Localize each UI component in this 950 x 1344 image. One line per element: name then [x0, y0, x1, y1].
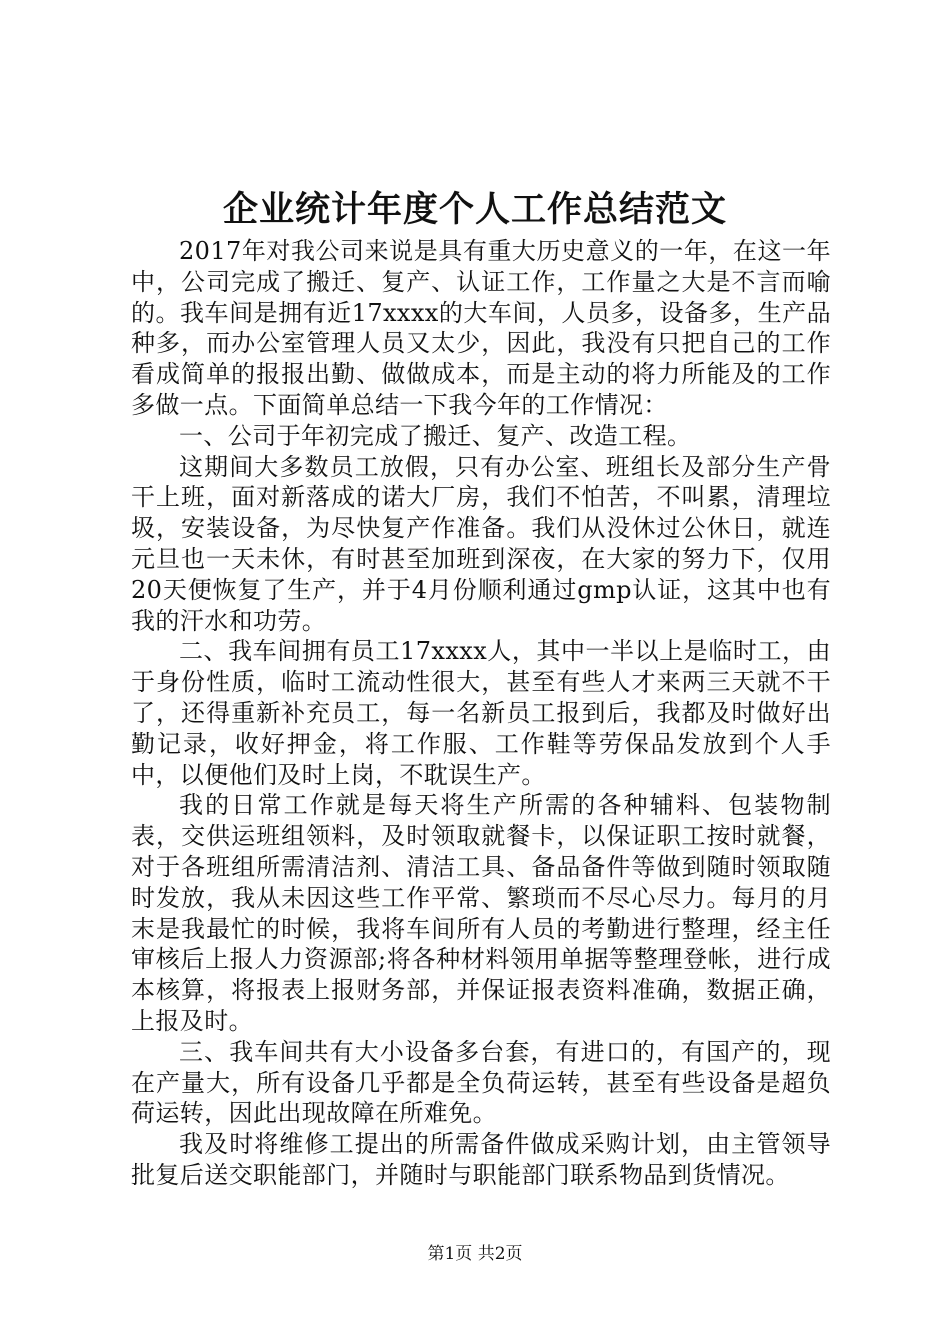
paragraph-maintenance: 我及时将维修工提出的所需备件做成采购计划，由主管领导批复后送交职能部门，并随时与职能部门联系物品到货情况。 — [131, 1130, 831, 1189]
paragraph-daily-work: 我的日常工作就是每天将生产所需的各种辅料、包装物制表，交供运班组领料，及时领取就餐卡，以保证职工按时就餐，对于各班组所需清洁剂、清洁工具、备品备件等做到随时领取随时发放，我从未因这些工作平常、繁琐而不尽心尽力。每月的月末是我最忙的时候，我将车间所有人员的考勤进行整理，经主任审核后上报人力资源部;将各种材料领用单据等整理登帐，进行成本核算，将报表上报财务部，并保证报表资料准确，数据正确，上报及时。 — [131, 791, 831, 1035]
document-title: 企业统计年度个人工作总结范文 — [222, 189, 727, 230]
paragraph-section-3: 三、我车间共有大小设备多台套，有进口的，有国产的，现在产量大，所有设备几乎都是全负荷运转，甚至有些设备是超负荷运转，因此出现故障在所难免。 — [131, 1037, 831, 1128]
page-footer: 第1页 共2页 — [427, 1244, 523, 1264]
paragraph-section-2: 二、我车间拥有员工17xxxx人，其中一半以上是临时工，由于身份性质，临时工流动性很大，甚至有些人才来两三天就不干了，还得重新补充员工，每一名新员工报到后，我都及时做好出勤记录，收好押金，将工作服、工作鞋等劳保品发放到个人手中，以便他们及时上岗，不耽误生产。 — [131, 637, 831, 789]
document-body — [131, 236, 831, 1191]
paragraph-intro: 2017年对我公司来说是具有重大历史意义的一年，在这一年中，公司完成了搬迁、复产、认证工作，工作量之大是不言而喻的。我车间是拥有近17xxxx的大车间，人员多，设备多，生产品种多，而办公室管理人员又太少，因此，我没有只把自己的工作看成简单的报报出勤、做做成本，而是主动的将力所能及的工作多做一点。下面简单总结一下我今年的工作情况： — [131, 237, 831, 419]
paragraph-section-1-body: 这期间大多数员工放假，只有办公室、班组长及部分生产骨干上班，面对新落成的诺大厂房，我们不怕苦，不叫累，清理垃圾，安装设备，为尽快复产作准备。我们从没休过公休日，就连元旦也一天未休，有时甚至加班到深夜，在大家的努力下，仅用20天便恢复了生产，并于4月份顺利通过gmp认证，这其中也有我的汗水和功劳。 — [131, 452, 831, 635]
paragraph-section-1-heading: 一、公司于年初完成了搬迁、复产、改造工程。 — [179, 421, 692, 450]
